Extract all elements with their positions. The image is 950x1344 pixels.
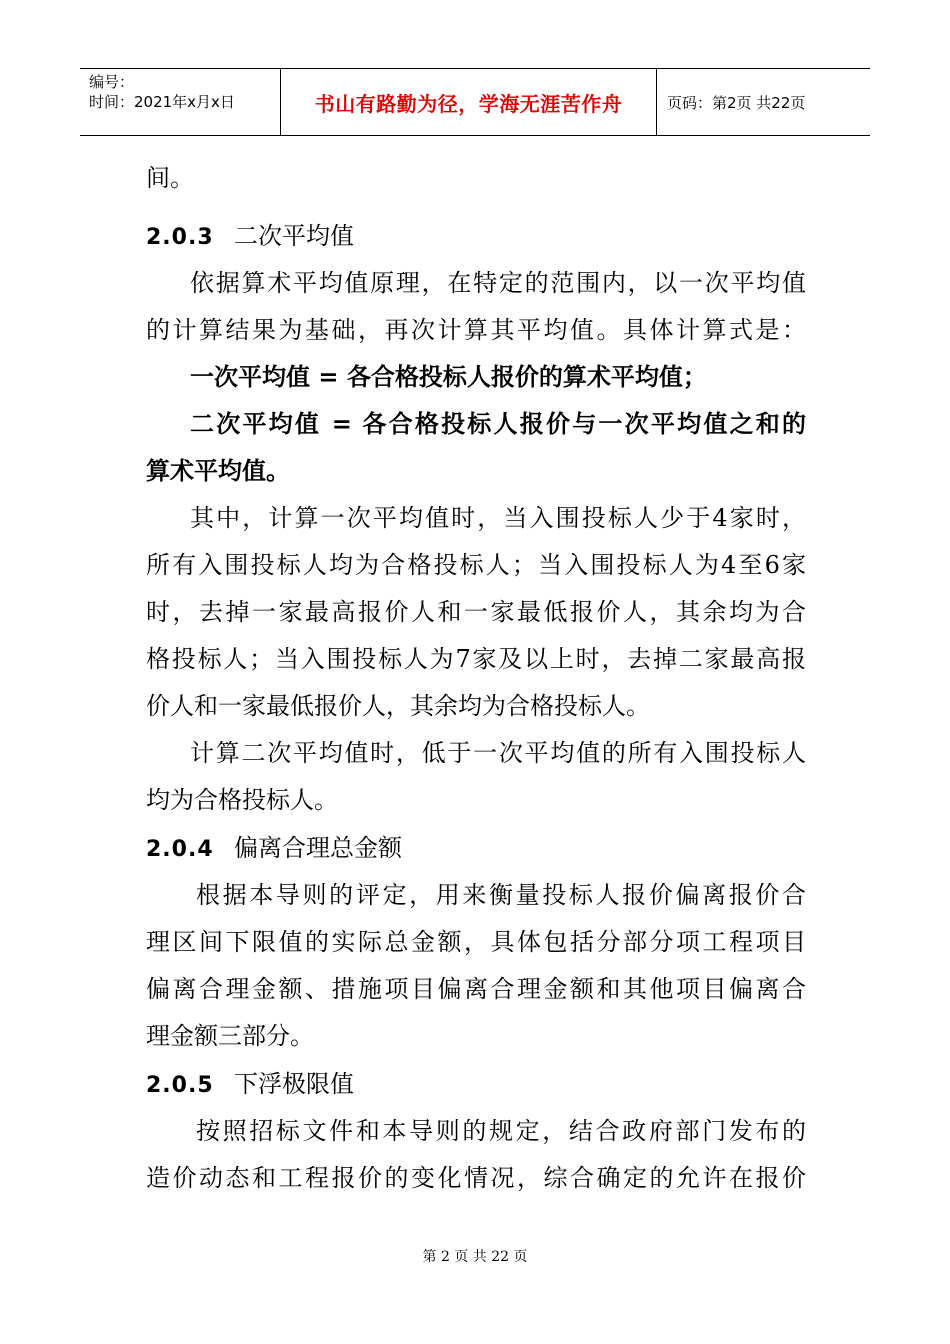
header-motto: 书山有路勤为径，学海无涯苦作舟 [281, 69, 657, 135]
header-table [80, 68, 870, 136]
header-page-info: 页码：第2页 共22页 [667, 93, 806, 112]
document-time-label: 时间：2021年x月x日 [89, 93, 235, 111]
paragraph-line: 其中，计算一次平均值时，当入围投标人少于4家时， [190, 504, 806, 532]
paragraph-line: 依据算术平均值原理，在特定的范围内，以一次平均值 [190, 269, 806, 297]
section-heading-2-0-3 [146, 218, 354, 254]
formula-line-second-average: 二次平均值 = 各合格投标人报价与一次平均值之和的 [190, 410, 806, 438]
document-number-label: 编号： [89, 73, 135, 91]
paragraph-line: 所有入围投标人均为合格投标人；当入围投标人为4至6家 [146, 551, 806, 579]
section-number: 2.0.5 [146, 1073, 214, 1098]
section-title: 二次平均值 [234, 222, 354, 250]
section-heading-2-0-5 [146, 1066, 354, 1102]
paragraph-line: 偏离合理金额、措施项目偏离合理金额和其他项目偏离合 [146, 975, 806, 1003]
paragraph-line: 按照招标文件和本导则的规定，结合政府部门发布的 [196, 1117, 806, 1145]
paragraph-line: 根据本导则的评定，用来衡量投标人报价偏离报价合 [196, 881, 806, 909]
paragraph-line: 造价动态和工程报价的变化情况，综合确定的允许在报价 [146, 1164, 806, 1192]
paragraph-line: 的计算结果为基础，再次计算其平均值。具体计算式是： [146, 316, 806, 344]
paragraph-line: 计算二次平均值时，低于一次平均值的所有入围投标人 [190, 739, 806, 767]
page-footer: 第 2 页 共 22 页 [422, 1249, 528, 1265]
header-left-cell [80, 69, 281, 135]
formula-line-first-average: 一次平均值 = 各合格投标人报价的算术平均值； [190, 363, 707, 391]
section-heading-2-0-4 [146, 830, 402, 866]
paragraph-line: 时，去掉一家最高报价人和一家最低报价人，其余均为合 [146, 598, 806, 626]
paragraph-line: 格投标人；当入围投标人为7家及以上时，去掉二家最高报 [146, 645, 806, 673]
paragraph-line: 价人和一家最低报价人，其余均为合格投标人。 [146, 692, 650, 720]
paragraph-line: 理区间下限值的实际总金额，具体包括分部分项工程项目 [146, 928, 806, 956]
section-number: 2.0.4 [146, 837, 214, 862]
paragraph-line: 均为合格投标人。 [146, 786, 338, 814]
section-title: 下浮极限值 [234, 1070, 354, 1098]
section-number: 2.0.3 [146, 225, 214, 250]
formula-line-continued: 算术平均值。 [146, 457, 290, 485]
paragraph-line: 理金额三部分。 [146, 1022, 314, 1050]
paragraph-line: 间。 [146, 164, 194, 192]
section-title: 偏离合理总金额 [234, 834, 402, 862]
